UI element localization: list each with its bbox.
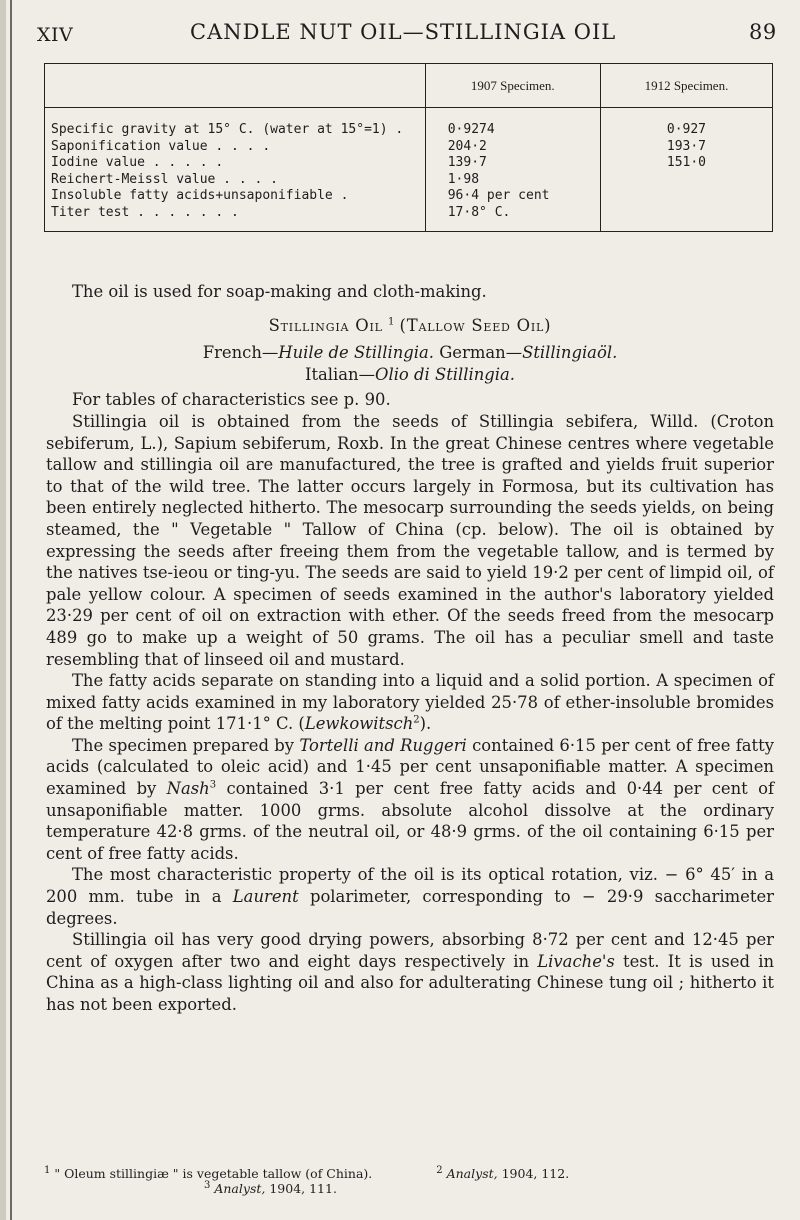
property-label: Reichert-Meissl value . . . . — [51, 171, 278, 187]
table-header-row — [45, 64, 773, 108]
paragraph: Stillingia oil is obtained from the seeds of Stillingia sebifera, Willd. (Croton sebiferum, L.), Sapium sebiferum, Roxb. In the great Chinese centres where vegetable tallow and stillingia oil are manufactured, the tree is grafted and yields fruit superior to that of the wild tree. The latter occurs largely in Formosa, but its cultivation has been entirely neglected hitherto. The mesocarp surrounding the seeds yields, on being steamed, the " Vegetable " Tallow of China (cp. below). The oil is obtained by expressing the seeds after freeing them from the vegetable tallow, and is termed by the natives tse-ieou or ting-yu. The seeds are said to yield 19·2 per cent of limpid oil, of pale yellow colour. A specimen of seeds examined in the author's laboratory yielded 23·29 per cent of oil on extraction with ether. Of the seeds freed from the mesocarp 489 go to make up a weight of 50 grams. The oil has a peculiar smell and taste resembling that of linseed oil and mustard. — [46, 411, 774, 669]
paragraph: The fatty acids separate on standing into a liquid and a solid portion. A specimen of mixed fatty acids examined in my laboratory yielded 25·78 of ether-insoluble bromides of the melting point 171·1° C. (Lewkowitsch$^2$). — [46, 671, 774, 734]
value-cell: 17·8° C. — [447, 204, 511, 220]
section-heading: Stillingia Oil $^1$ (Tallow Seed Oil) — [268, 315, 552, 335]
foreign-names-italian: Italian—Olio di Stillingia. — [304, 364, 516, 384]
footnote-line-2: $^3$ Analyst, 1904, 111. — [204, 1179, 337, 1196]
property-column — [45, 108, 426, 232]
value-cell: 1·98 — [447, 171, 480, 187]
paragraph: Stillingia oil has very good drying powers, absorbing 8·72 per cent and 12·45 per cent of oxygen after two and eight days respectively in Livache's test. It is used in China as a high-class lighting oil and also for adulterating Chinese tung oil ; hitherto it has not been exported. — [46, 930, 774, 1014]
value-cell: 96·4 per cent — [447, 188, 550, 203]
value-cell — [601, 188, 772, 205]
property-label: Specific gravity at 15° C. (water at 15°=1) . — [51, 122, 404, 137]
value-cell: 193·7 — [666, 138, 707, 154]
value-cell: 139·7 — [447, 155, 487, 170]
value-cell: 151·0 — [666, 155, 707, 170]
running-header — [37, 20, 797, 50]
values-1907-column — [425, 108, 600, 232]
foreign-names: French—Huile de Stillingia. German—Stillingiaöl. — [202, 343, 618, 363]
property-label: Saponification value . . . . — [51, 138, 271, 154]
footnote-3-source: Analyst, — [214, 1181, 266, 1196]
chapter-number: XIV — [37, 24, 74, 46]
property-label: Titer test . . . . . . . — [51, 204, 239, 220]
value-cell: 204·2 — [447, 138, 487, 154]
paragraph: The specimen prepared by Tortelli and Ruggeri contained 6·15 per cent of free fatty acids (calculated to oleic acid) and 1·45 per cent unsaponifiable matter. A specimen examined by Nash$^3$ contained 3·1 per cent free fatty acids and 0·44 per cent of unsaponifiable matter. 1000 grms. absolute alcohol dissolve at the ordinary temperature 42·8 grms. of the neutral oil, or 48·9 grms. of the oil containing 6·15 per cent of free fatty acids. — [46, 735, 775, 863]
page-edge-shadow — [0, 0, 6, 1220]
footnote-3: 1904, 111. — [265, 1181, 337, 1196]
value-cell — [601, 205, 772, 222]
running-title: CANDLE NUT OIL—STILLINGIA OIL — [190, 20, 617, 44]
value-cell: 0·927 — [666, 122, 707, 137]
value-cell: 0·9274 — [447, 122, 495, 137]
table-header-blank — [45, 64, 426, 108]
page-gutter-line — [10, 0, 12, 1220]
page-number: 89 — [749, 20, 777, 44]
table-header-1907: 1907 Specimen. — [425, 64, 600, 108]
soap-usage-line: The oil is used for soap-making and cloth-making. — [72, 282, 487, 301]
footnote-2-source: Analyst, — [446, 1166, 498, 1181]
value-cell — [601, 172, 772, 189]
paragraph: For tables of characteristics see p. 90. — [72, 390, 391, 410]
footnote-line-1: $^1$ " Oleum stillingiæ " is vegetable tallow (of China). $^2$ Analyst, 1904, 112. — [44, 1164, 570, 1181]
footnote-2: 1904, 112. — [497, 1166, 570, 1181]
footnote-ref-2: 2 — [413, 714, 420, 726]
paragraph: The most characteristic property of the oil is its optical rotation, viz. − 6° 45′ in a 200 mm. tube in a Laurent polarimeter, corresponding to − 29·9 saccharimeter degrees. — [46, 865, 774, 928]
footnote-ref-3: 3 — [209, 779, 217, 791]
characteristics-table — [44, 63, 773, 232]
values-1912-column — [600, 108, 772, 232]
table-row — [45, 108, 773, 232]
body-text — [46, 281, 774, 1016]
footnotes — [44, 1166, 774, 1196]
property-label: Iodine value . . . . . — [51, 155, 224, 170]
property-label: Insoluble fatty acids+unsaponifiable . — [51, 188, 349, 203]
footnote-ref-1: 1 — [387, 316, 395, 328]
table-header-1912: 1912 Specimen. — [600, 64, 772, 108]
footnote-1: " Oleum stillingiæ " is vegetable tallow (of China). — [54, 1166, 373, 1181]
